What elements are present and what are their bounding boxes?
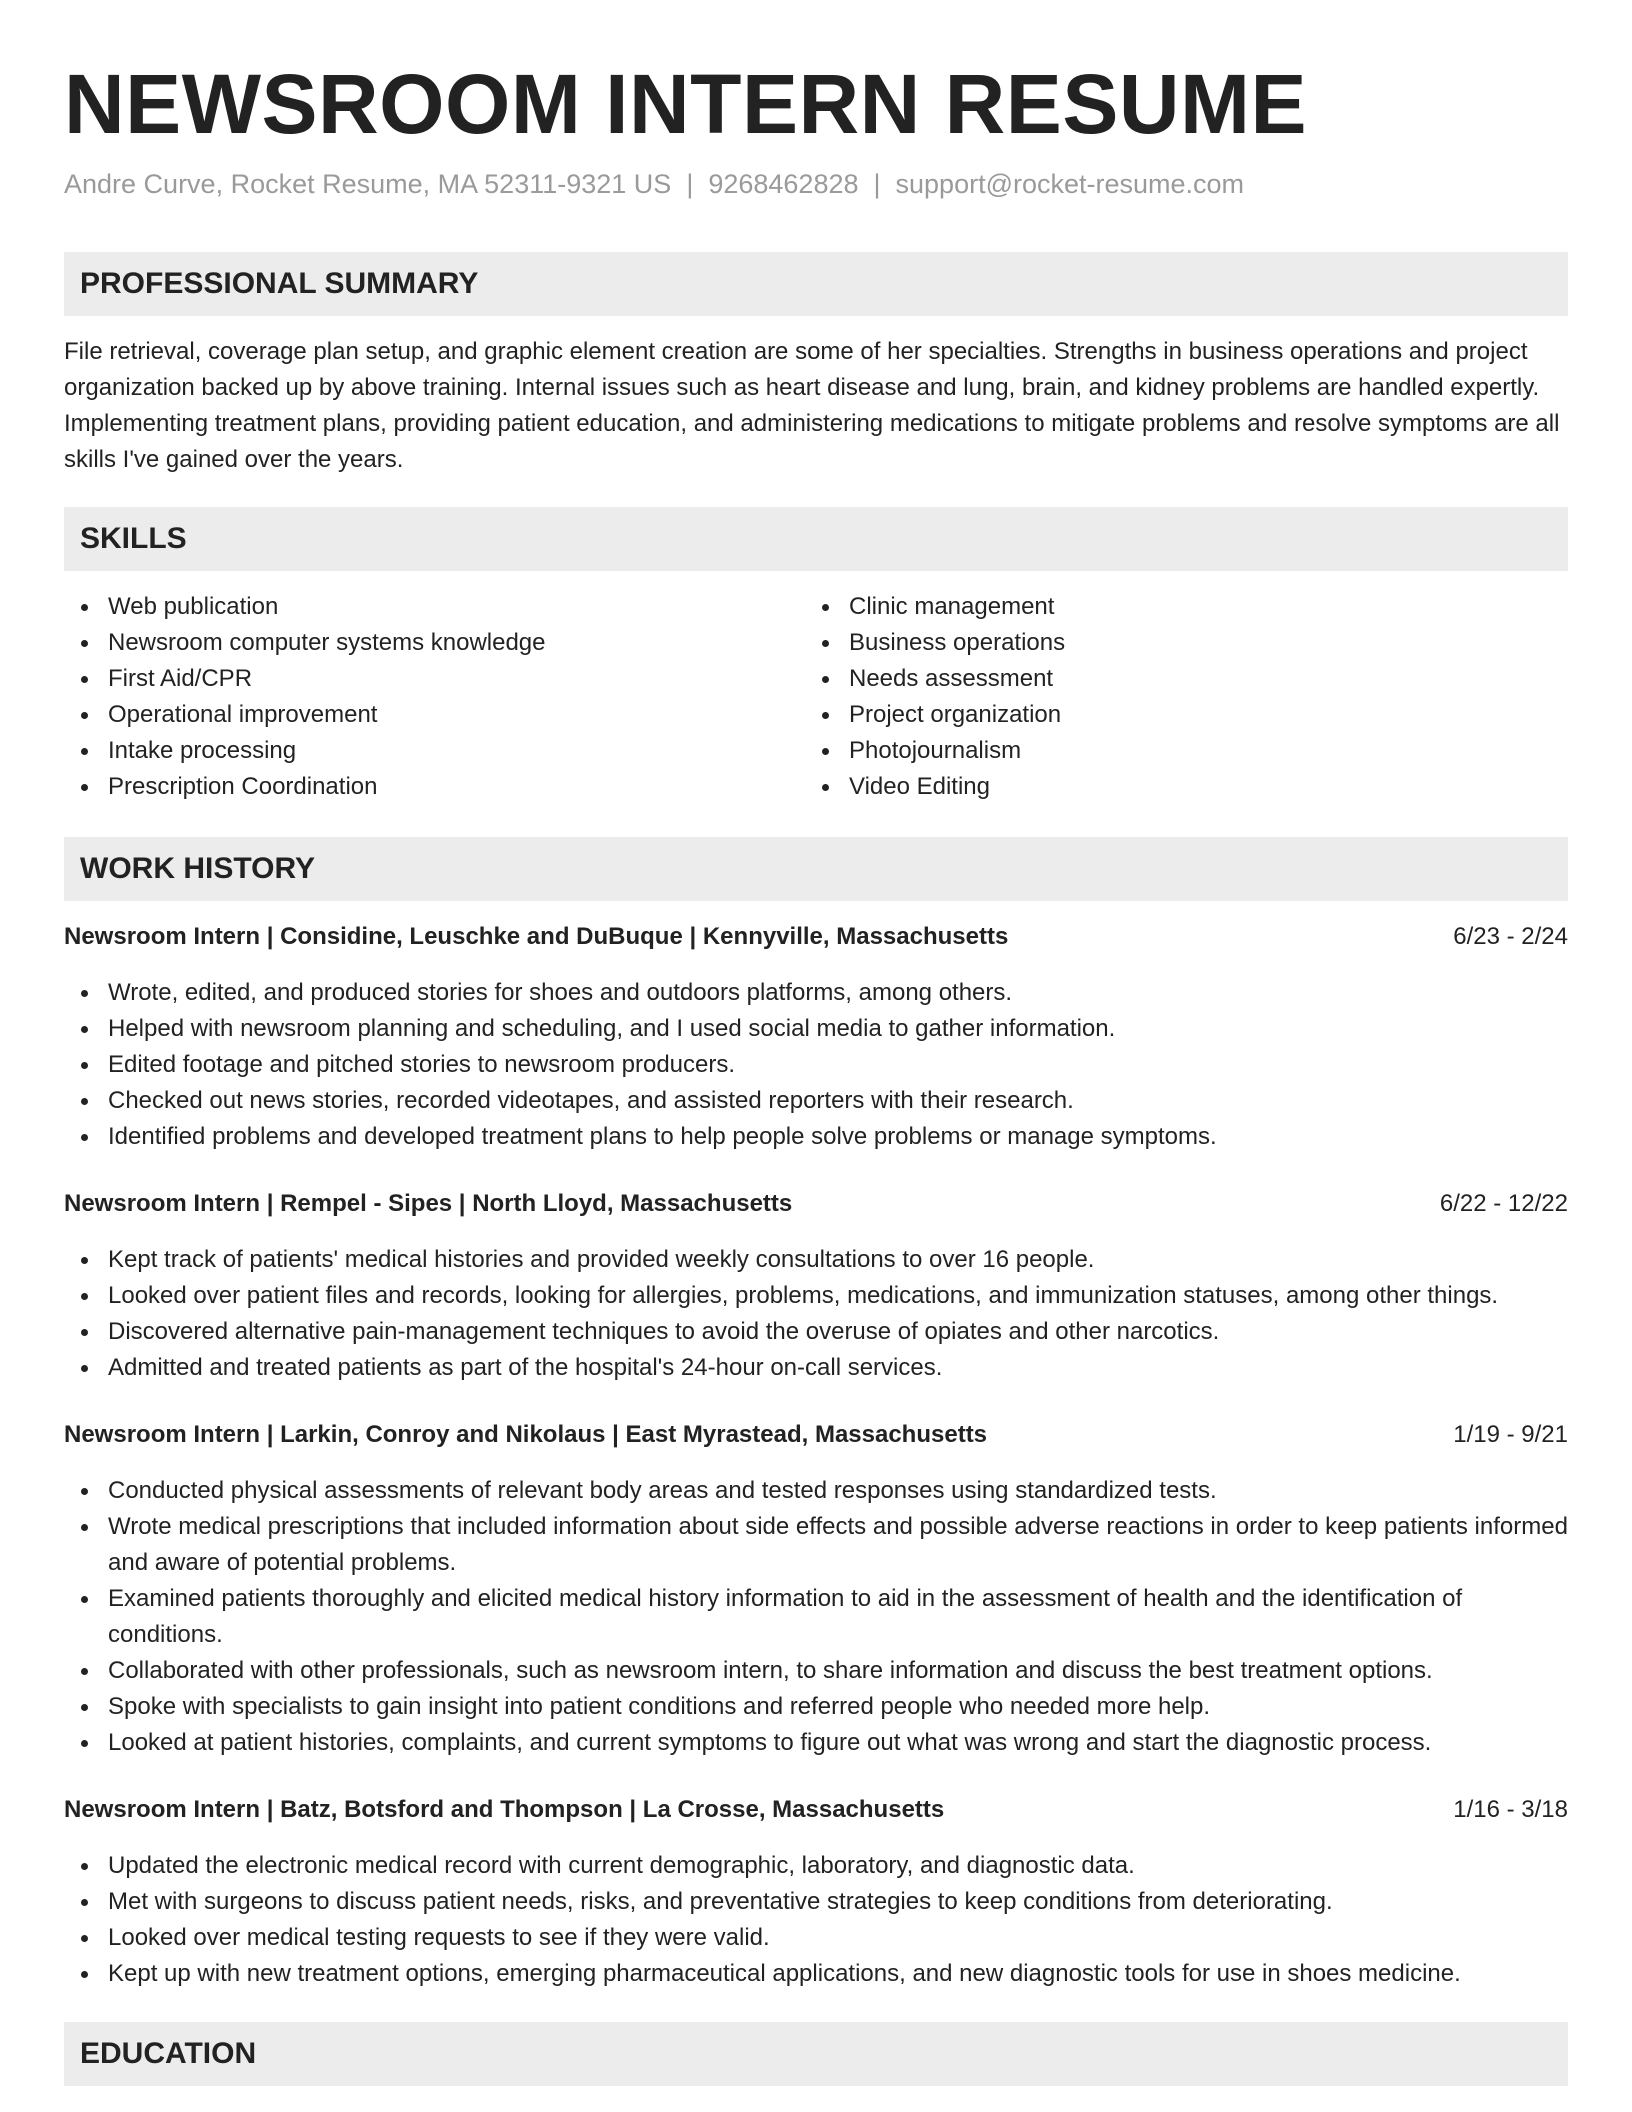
skill-item: Intake processing — [64, 733, 764, 769]
job-title: Newsroom Intern | Rempel - Sipes | North Lloyd, Massachusetts — [64, 1190, 793, 1217]
job-bullet: Helped with newsroom planning and scheduling, and I used social media to gather information. — [64, 1011, 1568, 1047]
skill-item: Needs assessment — [805, 661, 1505, 697]
job-bullet: Edited footage and pitched stories to newsroom producers. — [64, 1047, 1568, 1083]
job-dates: 6/23 - 2/24 — [1453, 923, 1568, 950]
skills-heading: SKILLS — [80, 522, 187, 555]
job-bullet: Kept up with new treatment options, emerging pharmaceutical applications, and new diagnostic tools for use in shoes medicine. — [64, 1956, 1568, 1992]
job-bullet: Met with surgeons to discuss patient needs, risks, and preventative strategies to keep conditions from deteriorating. — [64, 1884, 1568, 1920]
job-bullet: Collaborated with other professionals, such as newsroom intern, to share information and discuss the best treatment options. — [64, 1653, 1568, 1689]
contact-separator: | — [686, 169, 694, 199]
contact-email: support@rocket-resume.com — [895, 169, 1245, 199]
skill-item: Prescription Coordination — [64, 769, 764, 805]
job-bullet: Identified problems and developed treatment plans to help people solve problems or manage symptoms. — [64, 1119, 1568, 1155]
contact-phone: 9268462828 — [708, 169, 859, 199]
job-bullet: Looked at patient histories, complaints, and current symptoms to figure out what was wrong and start the diagnostic process. — [64, 1725, 1568, 1761]
job-bullet: Looked over medical testing requests to see if they were valid. — [64, 1920, 1568, 1956]
resume-title: NEWSROOM INTERN RESUME — [64, 57, 1308, 151]
job-bullet: Conducted physical assessments of relevant body areas and tested responses using standardized tests. — [64, 1473, 1568, 1509]
work-heading: WORK HISTORY — [80, 852, 316, 885]
job-bullet: Discovered alternative pain-management techniques to avoid the overuse of opiates and other narcotics. — [64, 1314, 1568, 1350]
work-section-header — [64, 837, 1568, 901]
job-dates: 6/22 - 12/22 — [1439, 1190, 1568, 1217]
job-bullet: Examined patients thoroughly and elicited medical history information to aid in the assessment of health and the identification of conditions. — [64, 1581, 1568, 1653]
job-bullet: Admitted and treated patients as part of the hospital's 24-hour on-call services. — [64, 1350, 1568, 1386]
contact-line — [64, 166, 1244, 202]
skills-list-left — [64, 589, 764, 805]
skill-item: First Aid/CPR — [64, 661, 764, 697]
skill-item: Web publication — [64, 589, 764, 625]
skill-item: Clinic management — [805, 589, 1505, 625]
job-bullet: Spoke with specialists to gain insight into patient conditions and referred people who needed more help. — [64, 1689, 1568, 1725]
job-bullet-list — [64, 975, 1568, 1155]
summary-heading: PROFESSIONAL SUMMARY — [80, 267, 479, 300]
education-heading: EDUCATION — [80, 2037, 257, 2070]
skills-section-header — [64, 507, 1568, 571]
job-bullet-list — [64, 1242, 1568, 1386]
job-bullet-list — [64, 1473, 1568, 1761]
contact-address: Andre Curve, Rocket Resume, MA 52311-9321 US — [64, 169, 672, 199]
job-title: Newsroom Intern | Considine, Leuschke and DuBuque | Kennyville, Massachusetts — [64, 923, 1009, 950]
summary-text: File retrieval, coverage plan setup, and graphic element creation are some of her specialties. Strengths in business operations and project organization backed up by above training. Internal issues such as heart disease and lung, brain, and kidney problems are handled expertly. Implementing treatment plans, providing patient education, and administering medications to mitigate problems and resolve symptoms are all skills I've gained over the years. — [64, 338, 1560, 473]
skill-item: Project organization — [805, 697, 1505, 733]
job-bullet: Wrote, edited, and produced stories for shoes and outdoors platforms, among others. — [64, 975, 1568, 1011]
job-title: Newsroom Intern | Batz, Botsford and Thompson | La Crosse, Massachusetts — [64, 1796, 945, 1823]
job-bullet: Wrote medical prescriptions that included information about side effects and possible adverse reactions in order to keep patients informed and aware of potential problems. — [64, 1509, 1568, 1581]
summary-section-header — [64, 252, 1568, 316]
skill-item: Operational improvement — [64, 697, 764, 733]
skill-item: Business operations — [805, 625, 1505, 661]
job-bullet: Looked over patient files and records, looking for allergies, problems, medications, and immunization statuses, among other things. — [64, 1278, 1568, 1314]
job-bullet-list — [64, 1848, 1568, 1992]
skill-item: Newsroom computer systems knowledge — [64, 625, 764, 661]
job-bullet: Checked out news stories, recorded videotapes, and assisted reporters with their research. — [64, 1083, 1568, 1119]
skill-item: Video Editing — [805, 769, 1505, 805]
education-section-header — [64, 2022, 1568, 2086]
job-dates: 1/19 - 9/21 — [1453, 1421, 1568, 1448]
skill-item: Photojournalism — [805, 733, 1505, 769]
job-dates: 1/16 - 3/18 — [1453, 1796, 1568, 1823]
job-title: Newsroom Intern | Larkin, Conroy and Nikolaus | East Myrastead, Massachusetts — [64, 1421, 988, 1448]
contact-separator: | — [873, 169, 881, 199]
job-bullet: Kept track of patients' medical histories and provided weekly consultations to over 16 people. — [64, 1242, 1568, 1278]
skills-list-right — [805, 589, 1505, 805]
job-bullet: Updated the electronic medical record with current demographic, laboratory, and diagnostic data. — [64, 1848, 1568, 1884]
